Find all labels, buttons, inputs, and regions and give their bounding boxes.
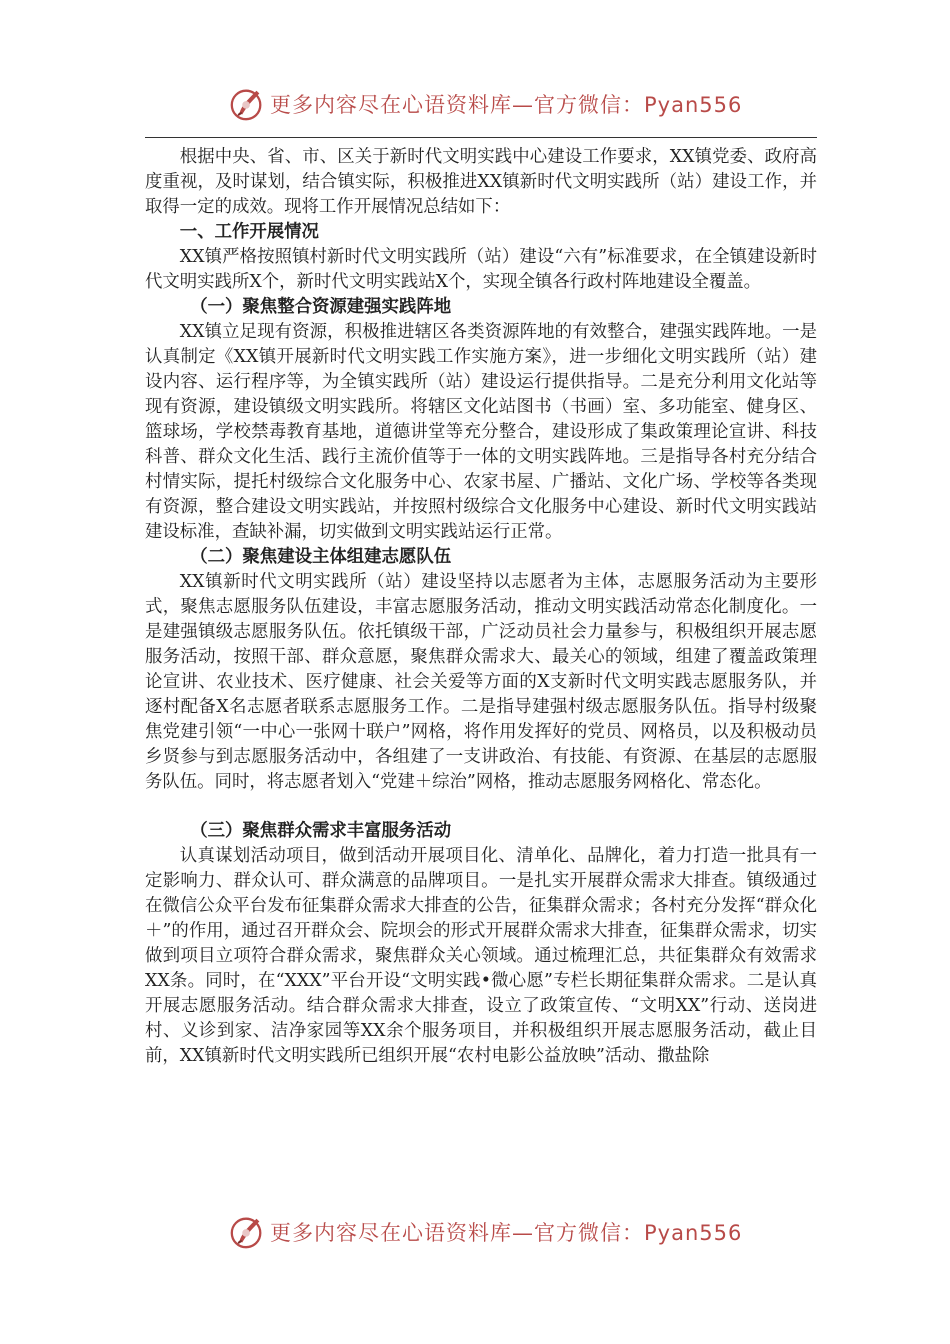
subsection-paragraph-3: 认真谋划活动项目，做到活动开展项目化、清单化、品牌化，着力打造一批具有一定影响力、群众认可、群众满意的品牌项目。一是扎实开展群众需求大排查。镇级通过在微信公众平台发布征集群众需求大排查的公告，征集群众需求；各村充分发挥“群众化＋”的作用，通过召开群众会、院坝会的形式开展群众需求大排查，征集群众需求，切实做到项目立项符合群众需求，聚焦群众关心领域。通过梳理汇总，共征集群众有效需求XX条。同时，在“XXX”平台开设“文明实践•微心愿”专栏长期征集群众需求。二是认真开展志愿服务活动。结合群众需求大排查，设立了政策宣传、“文明XX”行动、送岗进村、义诊到家、洁净家园等XX余个服务项目，并积极组织开展志愿服务活动，截止目前，XX镇新时代文明实践所已组织开展“农村电影公益放映”活动、撒盐除 [145,846,817,1066]
header-divider [145,137,817,138]
subsection-heading-3: （三）聚焦群众需求丰富服务活动 [190,821,452,841]
document-body [145,145,817,1069]
brush-logo-icon [228,1213,266,1251]
section-heading: 一、工作开展情况 [179,222,319,242]
subsection-heading-1: （一）聚焦整合资源建强实践阵地 [190,297,452,317]
intro-paragraph: 根据中央、省、市、区关于新时代文明实践中心建设工作要求，XX镇党委、政府高度重视，及时谋划，结合镇实际，积极推进XX镇新时代文明实践所（站）建设工作，并取得一定的成效。现将工作开展情况总结如下： [145,147,817,217]
section-lead-paragraph: XX镇严格按照镇村新时代文明实践所（站）建设“六有”标准要求，在全镇建设新时代文明实践所X个，新时代文明实践站X个，实现全镇各行政村阵地建设全覆盖。 [145,247,817,292]
subsection-heading-2: （二）聚焦建设主体组建志愿队伍 [190,547,452,567]
header-banner [228,84,742,124]
subsection-paragraph-2: XX镇新时代文明实践所（站）建设坚持以志愿者为主体，志愿服务活动为主要形式，聚焦志愿服务队伍建设，丰富志愿服务活动，推动文明实践活动常态化制度化。一是建强镇级志愿服务队伍。依托镇级干部，广泛动员社会力量参与，积极组织开展志愿服务活动，按照干部、群众意愿，聚焦群众需求大、最关心的领域，组建了覆盖政策理论宣讲、农业技术、医疗健康、社会关爱等方面的X支新时代文明实践志愿服务队，并逐村配备X名志愿者联系志愿服务工作。二是指导建强村级志愿服务队伍。指导村级聚焦党建引领“一中心一张网十联户”网格，将作用发挥好的党员、网格员，以及积极动员乡贤参与到志愿服务活动中，各组建了一支讲政治、有技能、有资源、在基层的志愿服务队伍。同时，将志愿者划入“党建＋综治”网格，推动志愿服务网格化、常态化。 [145,572,817,792]
brush-logo-icon [228,85,266,123]
paragraph-gap [145,795,817,819]
subsection-paragraph-1: XX镇立足现有资源，积极推进辖区各类资源阵地的有效整合，建强实践阵地。一是认真制定《XX镇开展新时代文明实践工作实施方案》，进一步细化文明实践所（站）建设内容、运行程序等，为全镇实践所（站）建设运行提供指导。二是充分利用文化站等现有资源，建设镇级文明实践所。将辖区文化站图书（书画）室、多功能室、健身区、篮球场，学校禁毒教育基地，道德讲堂等充分整合，建设形成了集政策理论宣讲、科技科普、群众文化生活、践行主流价值等于一体的文明实践阵地。三是指导各村充分结合村情实际，提托村级综合文化服务中心、农家书屋、广播站、文化广场、学校等各类现有资源，整合建设文明实践站，并按照村级综合文化服务中心建设、新时代文明实践站建设标准，查缺补漏，切实做到文明实践站运行正常。 [145,322,817,542]
header-banner-text: 更多内容尽在心语资料库—官方微信：Pyan556 [270,93,743,117]
footer-banner [228,1212,742,1252]
footer-banner-text: 更多内容尽在心语资料库—官方微信：Pyan556 [270,1221,743,1245]
